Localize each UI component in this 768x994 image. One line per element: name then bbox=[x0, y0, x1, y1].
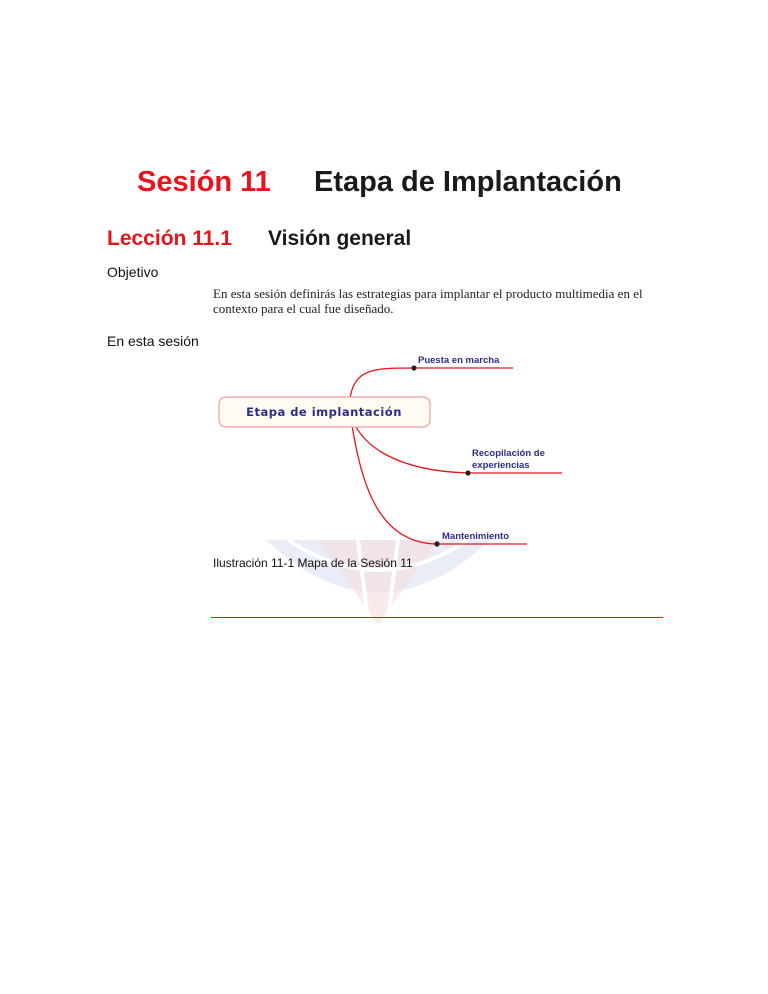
branch-dot-2 bbox=[465, 470, 470, 475]
lesson-number: Lección 11.1 bbox=[107, 227, 232, 250]
session-title: Etapa de Implantación bbox=[314, 166, 622, 198]
branch-dot-3 bbox=[434, 541, 439, 546]
objective-label: Objetivo bbox=[107, 264, 159, 280]
branch-1-label: Puesta en marcha bbox=[418, 355, 500, 366]
branch-line-1 bbox=[350, 368, 513, 398]
objective-text: En esta sesión definirás las estrategias para implantar el producto multimedia en el contexto para el cual fue diseñado. bbox=[213, 286, 643, 316]
center-node-label: Etapa de implantación bbox=[246, 405, 402, 419]
session-mindmap bbox=[200, 348, 580, 558]
lesson-title: Visión general bbox=[268, 227, 412, 250]
branch-2-label-line2: experiencias bbox=[472, 460, 530, 471]
branch-dot-1 bbox=[411, 365, 416, 370]
session-number: Sesión 11 bbox=[137, 166, 271, 198]
branch-2-label-line1: Recopilación de bbox=[472, 448, 545, 459]
horizontal-rule bbox=[211, 617, 663, 618]
branch-line-3 bbox=[350, 413, 527, 544]
in-session-label: En esta sesión bbox=[107, 333, 199, 349]
figure-caption: Ilustración 11-1 Mapa de la Sesión 11 bbox=[213, 556, 413, 570]
branch-3-label: Mantenimiento bbox=[442, 531, 510, 542]
